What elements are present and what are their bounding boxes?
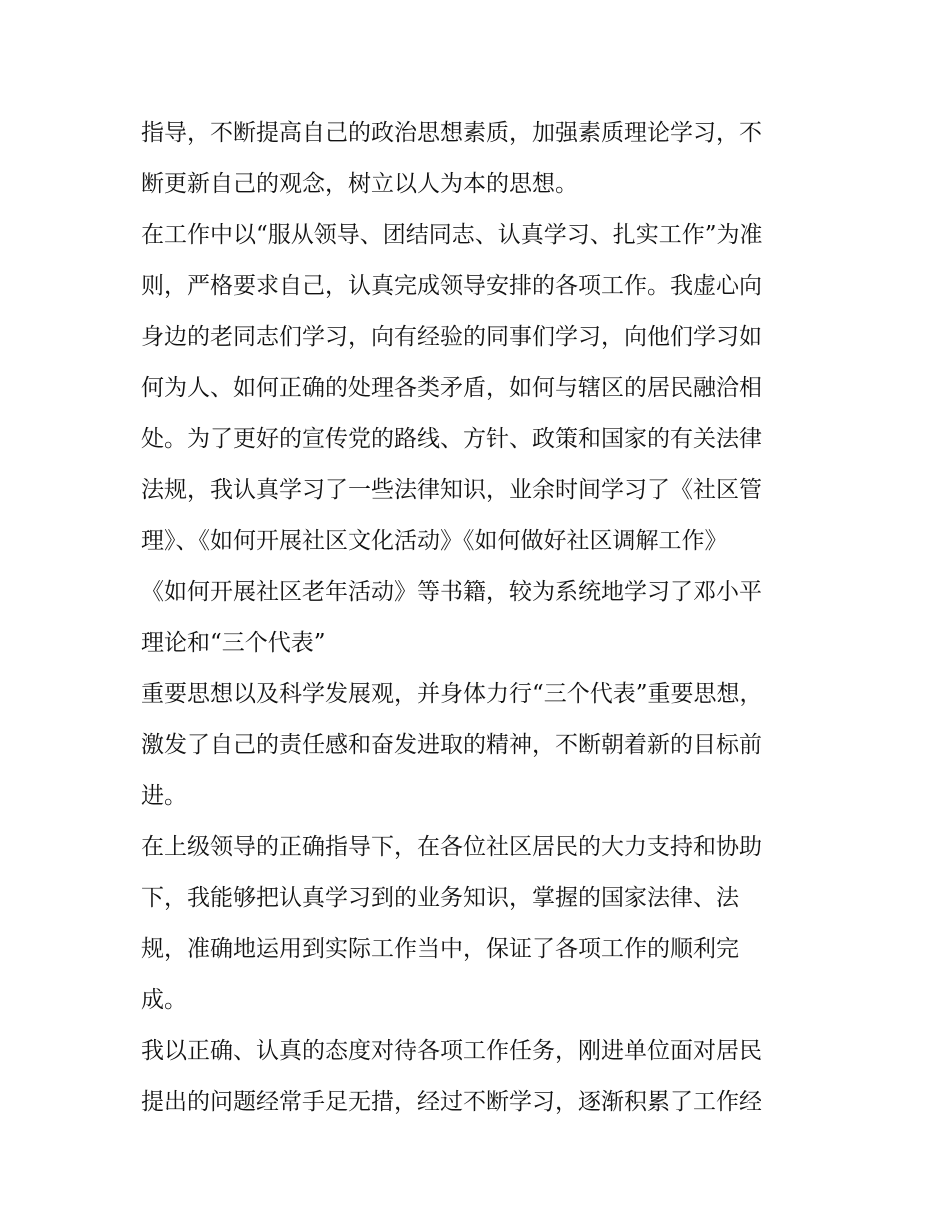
text-line: 下，我能够把认真学习到的业务知识，掌握的国家法律、法 [141, 885, 739, 911]
text-line: 则，严格要求自己，认真完成领导安排的各项工作。我虚心向 [141, 273, 762, 299]
text-line: 法规，我认真学习了一些法律知识，业余时间学习了《社区管 [141, 477, 762, 503]
text-line: 在工作中以“服从领导、团结同志、认真学习、扎实工作”为准 [141, 222, 763, 248]
text-line: 在上级领导的正确指导下，在各位社区居民的大力支持和协助 [141, 834, 762, 860]
text-line: 《如何开展社区老年活动》等书籍，较为系统地学习了邓小平 [141, 579, 762, 605]
text-line: 我以正确、认真的态度对待各项工作任务，刚进单位面对居民 [141, 1038, 762, 1064]
text-line: 何为人、如何正确的处理各类矛盾，如何与辖区的居民融洽相 [141, 375, 762, 401]
text-line: 身边的老同志们学习，向有经验的同事们学习，向他们学习如 [141, 324, 762, 350]
text-line: 处。为了更好的宣传党的路线、方针、政策和国家的有关法律 [141, 426, 762, 452]
text-line: 成。 [141, 987, 187, 1013]
text-line: 重要思想以及科学发展观，并身体力行“三个代表”重要思想， [141, 681, 763, 707]
text-line: 进。 [141, 783, 187, 809]
text-line: 理论和“三个代表” [141, 630, 326, 656]
text-line: 规，准确地运用到实际工作当中，保证了各项工作的顺利完 [141, 936, 739, 962]
body-text [141, 108, 821, 1128]
text-line: 指导，不断提高自己的政治思想素质，加强素质理论学习，不 [141, 120, 762, 146]
text-line: 提出的问题经常手足无措，经过不断学习，逐渐积累了工作经 [141, 1089, 762, 1115]
text-line: 断更新自己的观念，树立以人为本的思想。 [141, 171, 578, 197]
text-line: 激发了自己的责任感和奋发进取的精神，不断朝着新的目标前 [141, 732, 762, 758]
text-line: 理》、《如何开展社区文化活动》《如何做好社区调解工作》 [141, 528, 728, 554]
